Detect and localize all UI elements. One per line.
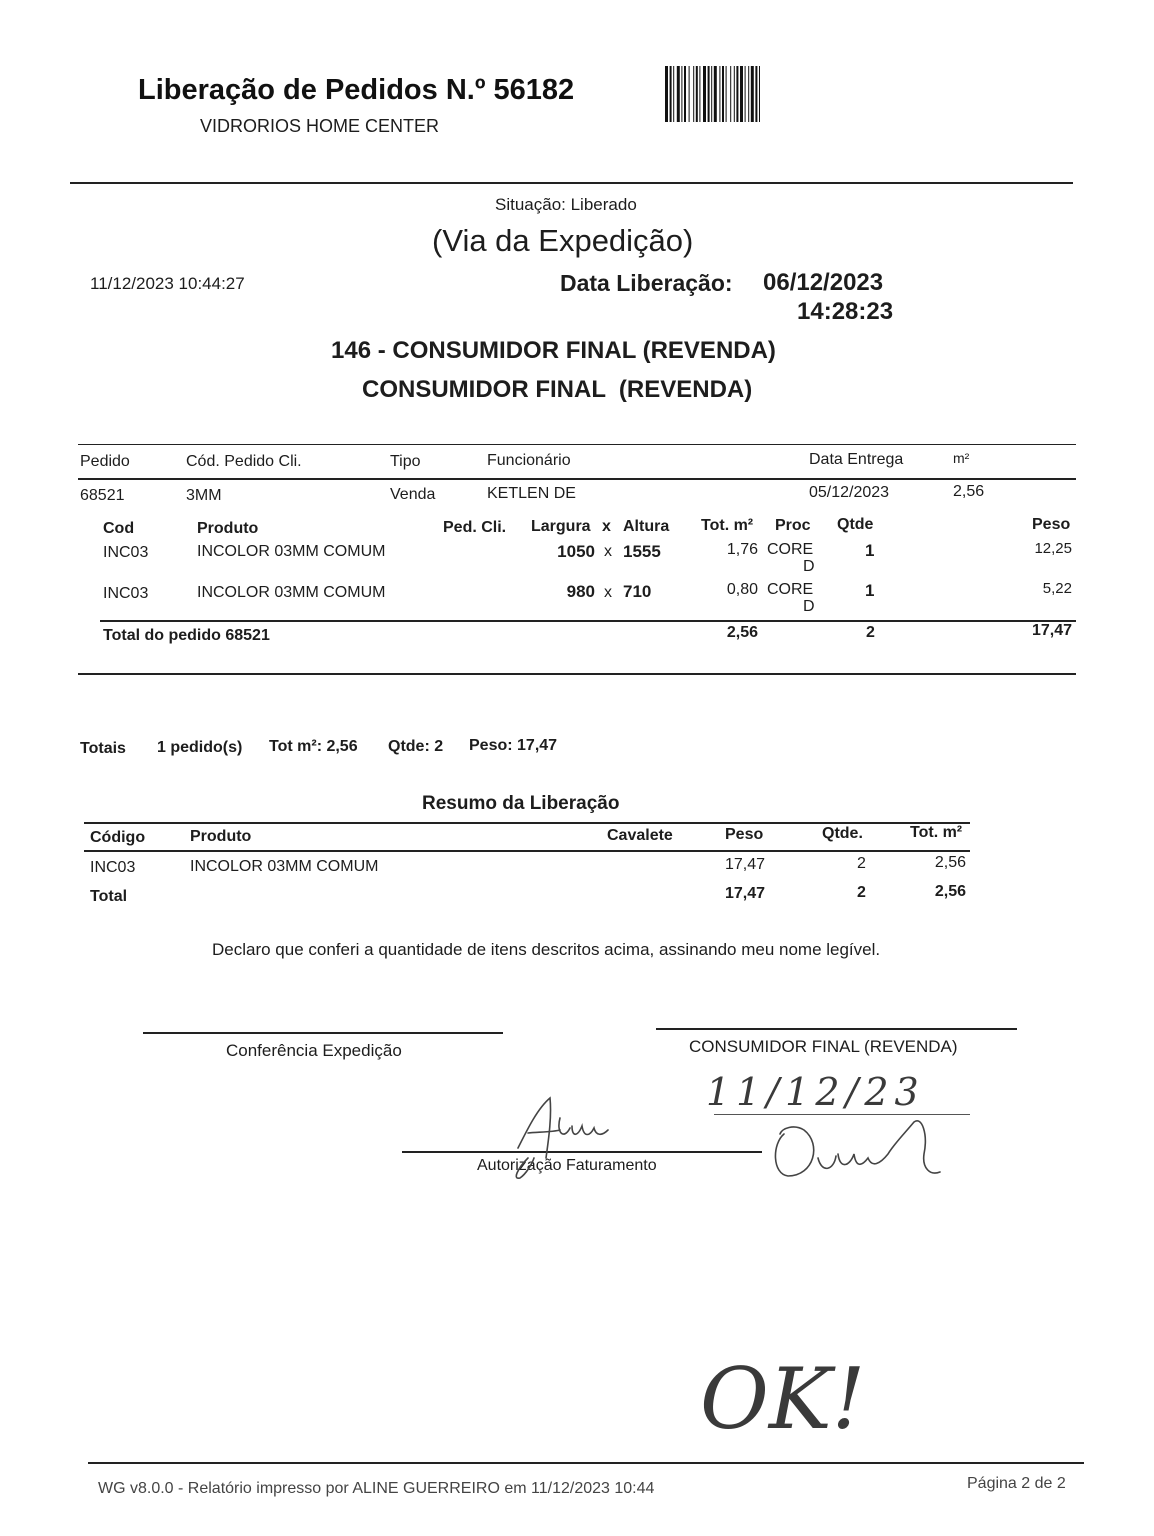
order-total-tot-m2: 2,56 (726, 624, 758, 641)
totais-qtde: Qtde: 2 (388, 738, 444, 755)
order-header-line (78, 478, 1076, 480)
item-qtde: 1 (865, 541, 875, 560)
resumo-total-tot-m2: 2,56 (934, 883, 966, 900)
value-cod-pedido-cli: 3MM (186, 487, 222, 504)
client-line-2: CONSUMIDOR FINAL (REVENDA) (362, 376, 753, 403)
resumo-row-tot-m2: 2,56 (934, 854, 966, 871)
totais-pedidos: 1 pedido(s) (157, 739, 243, 756)
resumo-header-line (84, 850, 970, 852)
resumo-header-codigo: Código (90, 829, 146, 846)
item-produto: INCOLOR 03MM COMUM (197, 543, 386, 560)
item-largura: 980 (566, 582, 595, 601)
item-altura: 1555 (623, 542, 661, 561)
handwritten-ok: OK! (700, 1350, 866, 1448)
item-proc-suffix: D (803, 598, 815, 615)
item-header-proc: Proc (775, 517, 811, 534)
value-tipo: Venda (390, 486, 436, 503)
item-tot-m2: 0,80 (726, 581, 758, 598)
order-table-top-line (78, 444, 1076, 445)
item-header-tot-m2: Tot. m² (701, 517, 754, 534)
item-x: x (604, 543, 612, 560)
resumo-header-peso: Peso (725, 826, 764, 843)
value-m2: 2,56 (953, 483, 985, 500)
item-tot-m2: 1,76 (726, 541, 758, 558)
totais-peso: Peso: 17,47 (469, 737, 558, 754)
resumo-total-label: Total (90, 888, 128, 905)
item-largura: 1050 (557, 542, 595, 561)
item-cod: INC03 (103, 585, 149, 602)
item-header-qtde: Qtde (837, 516, 874, 533)
resumo-row-qtde: 2 (857, 855, 866, 872)
item-header-cod: Cod (103, 520, 135, 537)
order-total-line (100, 620, 1076, 622)
resumo-title: Resumo da Liberação (422, 793, 620, 814)
value-data-entrega: 05/12/2023 (809, 484, 890, 501)
header-divider (70, 182, 1073, 184)
footer-line (88, 1462, 1084, 1464)
resumo-header-cavalete: Cavalete (607, 827, 673, 844)
item-header-peso: Peso (1032, 516, 1071, 533)
via-label: (Via da Expedição) (432, 223, 694, 258)
resumo-header-produto: Produto (190, 828, 252, 845)
footer-page: Página 2 de 2 (967, 1475, 1066, 1492)
resumo-total-peso: 17,47 (724, 885, 765, 902)
item-produto: INCOLOR 03MM COMUM (197, 584, 386, 601)
order-bottom-line (78, 673, 1076, 675)
order-total-qtde: 2 (866, 624, 875, 641)
item-peso: 12,25 (1034, 540, 1072, 557)
data-liberacao-date: 06/12/2023 (763, 269, 884, 296)
header-pedido: Pedido (80, 453, 130, 470)
item-qtde: 1 (865, 581, 875, 600)
item-header-produto: Produto (197, 520, 259, 537)
signature-line-conferencia (143, 1032, 503, 1034)
document-title: Liberação de Pedidos N.º 56182 (138, 74, 575, 106)
signature-label-conferencia: Conferência Expedição (226, 1041, 402, 1060)
header-funcionario: Funcionário (487, 452, 571, 469)
handwritten-signature-cliente (764, 1114, 954, 1186)
client-line-1: 146 - CONSUMIDOR FINAL (REVENDA) (331, 337, 776, 364)
header-m2: m² (953, 450, 970, 466)
handwritten-signature-autorizacao (498, 1088, 630, 1184)
item-altura: 710 (623, 582, 652, 601)
order-total-peso: 17,47 (1031, 622, 1072, 639)
totais-tot-m2: Tot m²: 2,56 (269, 738, 358, 755)
value-funcionario: KETLEN DE (487, 485, 576, 502)
header-cod-pedido-cli: Cód. Pedido Cli. (186, 453, 302, 470)
signature-label-cliente: CONSUMIDOR FINAL (REVENDA) (689, 1037, 958, 1056)
resumo-total-qtde: 2 (857, 884, 866, 901)
item-header-largura: Largura (531, 518, 591, 535)
resumo-header-tot-m2: Tot. m² (910, 824, 963, 841)
item-proc: CORE (767, 581, 814, 598)
barcode (665, 66, 843, 122)
signature-line-cliente (656, 1028, 1017, 1030)
item-proc-suffix: D (803, 558, 815, 575)
order-total-label: Total do pedido 68521 (103, 627, 270, 644)
item-header-ped-cli: Ped. Cli. (443, 519, 507, 536)
item-x: x (604, 584, 612, 601)
item-cod: INC03 (103, 544, 149, 561)
resumo-top-line (84, 822, 970, 824)
resumo-row-produto: INCOLOR 03MM COMUM (190, 858, 379, 875)
data-liberacao-label: Data Liberação: (560, 270, 733, 296)
data-liberacao-time: 14:28:23 (797, 298, 894, 325)
header-data-entrega: Data Entrega (809, 451, 904, 468)
totais-label: Totais (80, 740, 126, 757)
header-tipo: Tipo (390, 453, 421, 470)
declaration-text: Declaro que conferi a quantidade de itens descritos acima, assinando meu nome legível. (212, 940, 881, 959)
handwritten-date: 11/12/23 (706, 1070, 925, 1114)
situacao-label: Situação: Liberado (495, 195, 637, 214)
resumo-row-peso: 17,47 (724, 856, 765, 873)
company-name: VIDRORIOS HOME CENTER (200, 116, 440, 136)
signature-label-autorizacao: Autorização Faturamento (477, 1157, 657, 1174)
resumo-row-codigo: INC03 (90, 859, 136, 876)
item-header-altura: Altura (623, 518, 670, 535)
footer-printed-by: WG v8.0.0 - Relatório impresso por ALINE GUERREIRO em 11/12/2023 10:44 (98, 1480, 655, 1497)
item-peso: 5,22 (1042, 580, 1072, 597)
print-datetime: 11/12/2023 10:44:27 (90, 274, 245, 293)
resumo-header-qtde: Qtde. (822, 825, 863, 842)
value-pedido: 68521 (80, 487, 125, 504)
item-header-x: x (602, 518, 611, 535)
item-proc: CORE (767, 541, 814, 558)
